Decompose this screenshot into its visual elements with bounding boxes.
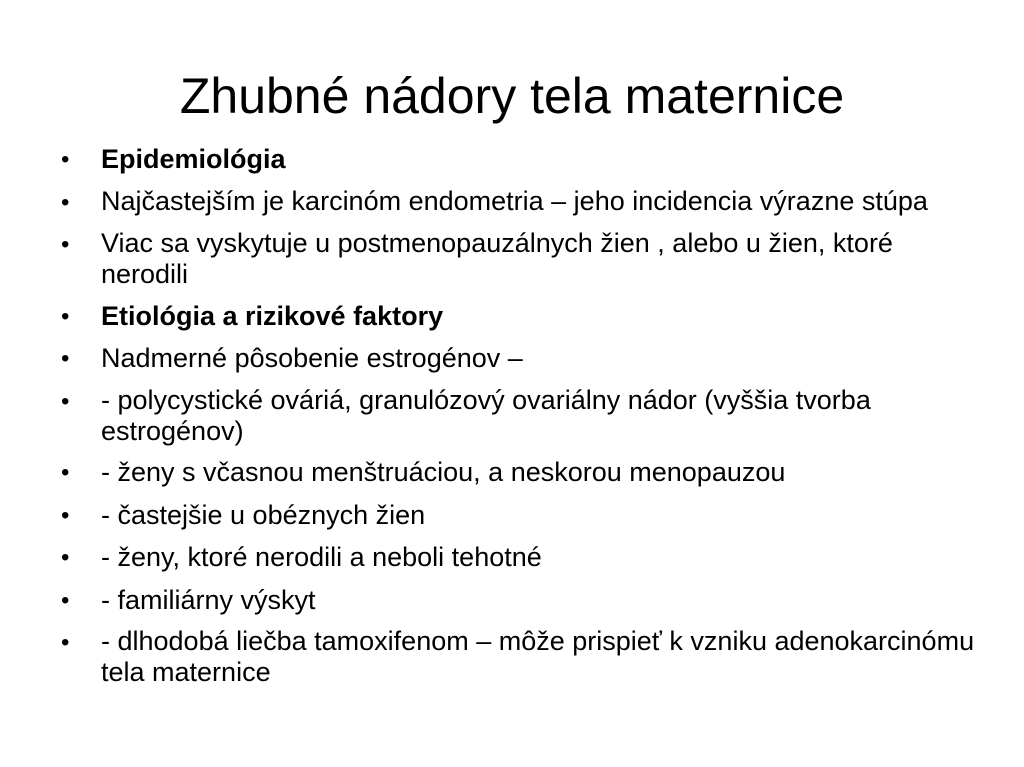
bullet-item-tamoxifen [60, 626, 980, 688]
bullet-item-polycystic [60, 385, 980, 447]
bullet-item-occurrence [60, 228, 980, 290]
bullet-text: - dlhodobá liečba tamoxifenom – môže prispieť k vzniku adenokarcinómu tela maternice [101, 626, 975, 687]
bullet-text: Nadmerné pôsobenie estrogénov – [101, 343, 523, 373]
bullet-text: Epidemiológia [101, 144, 286, 174]
bullet-text: - familiárny výskyt [101, 584, 316, 615]
bullet-marker: • [61, 501, 70, 529]
slide-title: Zhubné nádory tela maternice [179, 68, 845, 124]
bullet-text: Etiológia a rizikové faktory [101, 300, 444, 331]
bullet-marker: • [61, 345, 70, 372]
bullet-text: - polycystické ováriá, granulózový ovariálny nádor (vyššia tvorba estrogénov) [101, 384, 871, 446]
bullet-marker: • [61, 544, 70, 571]
bullet-item-incidence [60, 186, 980, 219]
bullet-marker: • [61, 629, 70, 656]
bullet-item-menstruation [60, 456, 980, 489]
bullet-text: Najčastejším je karcinóm endometria – jeho incidencia výrazne stúpa [101, 185, 928, 216]
bullet-marker: • [61, 146, 70, 173]
bullet-marker: • [61, 387, 70, 415]
bullet-list [60, 143, 980, 698]
bullet-text: - ženy s včasnou menštruáciou, a neskorou menopauzou [101, 457, 786, 487]
bullet-text: Viac sa vyskytuje u postmenopauzálnych žien , alebo u žien, ktoré nerodili [101, 228, 893, 289]
bullet-marker: • [61, 302, 70, 330]
bullet-item-nulliparity [60, 541, 980, 574]
bullet-item-epidemiology [60, 143, 980, 176]
bullet-marker: • [61, 231, 70, 258]
bullet-item-obesity [60, 499, 980, 532]
bullet-marker: • [61, 188, 70, 216]
bullet-text: - častejšie u obéznych žien [101, 499, 426, 530]
bullet-item-etiology [60, 300, 980, 333]
bullet-marker: • [61, 459, 70, 486]
bullet-item-familial [60, 584, 980, 617]
bullet-marker: • [61, 586, 70, 614]
bullet-text: - ženy, ktoré nerodili a neboli tehotné [101, 542, 542, 572]
bullet-item-estrogen [60, 342, 980, 375]
